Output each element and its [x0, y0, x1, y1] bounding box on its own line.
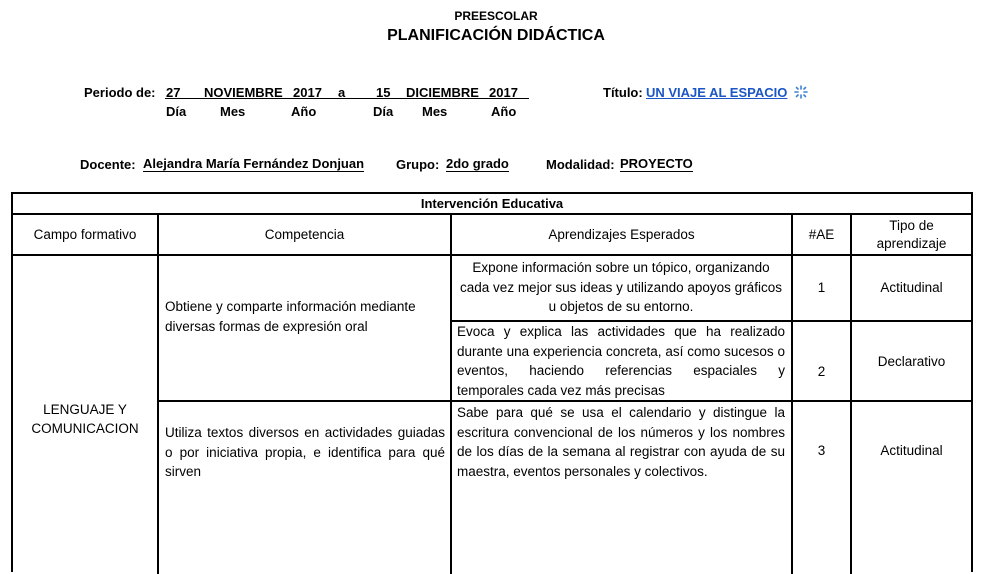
ae-3: 3 — [817, 443, 826, 459]
docente-value: Alejandra María Fernández Donjuan — [143, 156, 365, 171]
end-month-caption: Mes — [422, 104, 448, 119]
titulo-label: Título: — [603, 85, 643, 100]
start-month-caption: Mes — [220, 104, 246, 119]
header-tipo: Tipo de aprendizaje — [876, 218, 947, 251]
tipo-1: Actitudinal — [880, 280, 943, 296]
header-ae: #AE — [808, 227, 835, 243]
end-month: DICIEMBRE — [406, 85, 479, 100]
ae-2: 2 — [817, 364, 826, 380]
periodo-label: Periodo de: — [84, 85, 156, 100]
start-year: 2017 — [293, 85, 322, 100]
ae-1: 1 — [817, 280, 826, 296]
grupo-value: 2do grado — [446, 156, 509, 171]
titulo-block[interactable] — [646, 85, 809, 102]
level-heading: PREESCOLAR — [454, 9, 538, 23]
grupo-label: Grupo: — [396, 157, 440, 172]
start-day-caption: Día — [166, 104, 187, 119]
start-month: NOVIEMBRE — [204, 85, 283, 100]
aprendizaje-3: Sabe para qué se usa el calendario y distingue la escritura convencional de los números y los nombres de los días de la semana al registrar con ayuda de su maestra, eventos personales y colectivos. — [457, 405, 785, 479]
end-day: 15 — [376, 85, 391, 100]
header-campo: Campo formativo — [33, 227, 137, 243]
header-aprendizajes: Aprendizajes Esperados — [548, 227, 695, 243]
modalidad-label: Modalidad: — [546, 157, 615, 172]
table-line — [450, 214, 452, 574]
end-year-caption: Año — [491, 104, 517, 119]
start-day: 27 — [166, 85, 181, 100]
titulo-link[interactable]: UN VIAJE AL ESPACIO — [646, 85, 788, 100]
campo-formativo: LENGUAJE Y COMUNICACION — [31, 401, 139, 436]
sparkle-icon — [793, 85, 809, 102]
competencia-2: Utiliza textos diversos en actividades guiadas o por iniciativa propia, e identifica para qué sirven — [165, 425, 445, 479]
header-competencia: Competencia — [264, 227, 345, 243]
start-year-caption: Año — [291, 104, 317, 119]
end-year: 2017 — [489, 85, 518, 100]
periodo-separator: a — [338, 85, 346, 100]
competencia-1: Obtiene y comparte información mediante diversas formas de expresión oral — [165, 299, 416, 334]
aprendizaje-1: Expone información sobre un tópico, organizando cada vez mejor sus ideas y utilizando apoyos gráficos u objetos de su entorno. — [460, 260, 782, 314]
end-day-caption: Día — [373, 104, 394, 119]
page-title: PLANIFICACIÓN DIDÁCTICA — [387, 27, 605, 44]
modalidad-value: PROYECTO — [620, 156, 693, 171]
aprendizaje-2: Evoca y explica las actividades que ha realizado durante una experiencia concreta, así como sucesos o eventos, haciendo referencias espaciales y temporales cada vez más precisas — [457, 324, 785, 398]
table-line — [157, 400, 971, 402]
intervencion-table — [11, 192, 973, 572]
table-title: Intervención Educativa — [420, 196, 564, 212]
table-line — [157, 214, 159, 574]
docente-label: Docente: — [80, 157, 136, 172]
tipo-2: Declarativo — [877, 354, 946, 370]
tipo-3: Actitudinal — [880, 443, 943, 459]
